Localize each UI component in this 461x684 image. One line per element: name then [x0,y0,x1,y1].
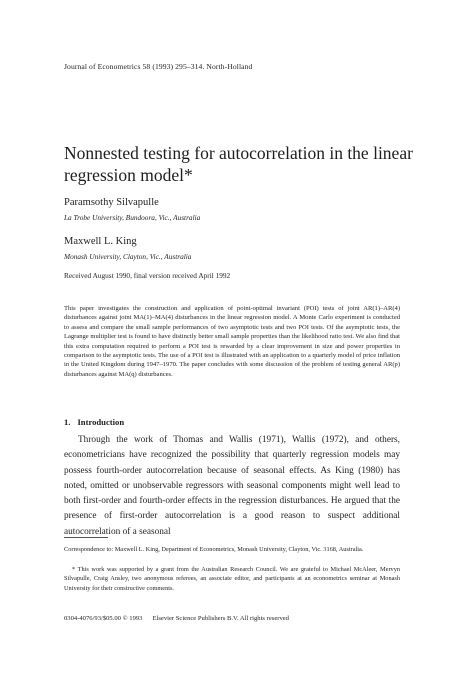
section-title: Introduction [77,417,125,427]
paper-title: Nonnested testing for autocorrelation in the linear regression model* [64,143,413,185]
author-affiliation: La Trobe University, Bundoora, Vic., Australia [64,213,201,222]
abstract: This paper investigates the construction and application of point-optimal invariant (POI) tests of joint AR(1)–AR(4) disturbances against joint MA(1)–MA(4) disturbances in the linear regression model. A Monte Carlo experiment is conducted to assess and compare the small sample performances of two asymptotic tests and two POI tests. Of the asymptotic tests, the Lagrange multiplier test is found to have distinctly better small sample properties than the likelihood ratio test. We also find that this extra computation required to perform a POI test is rewarded by a clear improvement in size and power properties in comparison to the asymptotic tests. The use of a POI test is illustrated with an application to a quarterly model of price inflation in the United Kingdom during 1947–1970. The paper concludes with some discussion of the problem of testing general AR(p) disturbances against MA(q) disturbances. [64,305,400,378]
body-text: Through the work of Thomas and Wallis (1971), Wallis (1972), and others, econometricians have recognized the possibility that quarterly regression models may possess fourth-order autocorrelation because of seasonal effects. As King (1980) has noted, omitted or unobservable regressors with seasonal components might well lead to both first-order and fourth-order effects in the regression disturbances. He argued that the presence of first-order autocorrelation is a good reason to suspect additional autocorrelation of a seasonal [64,435,400,537]
author-name: Paramsothy Silvapulle [64,197,159,208]
received-date: Received August 1990, final version received April 1992 [64,271,231,280]
correspondence-footnote: Correspondence to: Maxwell L. King, Department of Econometrics, Monash University, Clayton, Vic. 3168, Australia. [64,546,364,553]
section-heading [64,417,124,427]
journal-citation: Journal of Econometrics 58 (1993) 295–314. North-Holland [64,62,253,71]
author-affiliation: Monash University, Clayton, Vic., Australia [64,252,192,261]
copyright-publisher: Elsevier Science Publishers B.V. All rights reserved [152,615,289,622]
copyright-line [64,615,289,622]
section-number: 1. [64,417,71,427]
footnote-divider [64,537,108,538]
copyright-code: 0304-4076/93/$05.00 © 1993 [64,615,143,622]
acknowledgement-footnote: * This work was supported by a grant from the Australian Research Council. We are grateful to Michael McAleer, Mervyn Silvapulle, Craig Ansley, two anonymous referees, an associate editor, and participants at an econometrics seminar at Monash University for their constructive comments. [64,566,400,592]
author-name: Maxwell L. King [64,236,137,247]
